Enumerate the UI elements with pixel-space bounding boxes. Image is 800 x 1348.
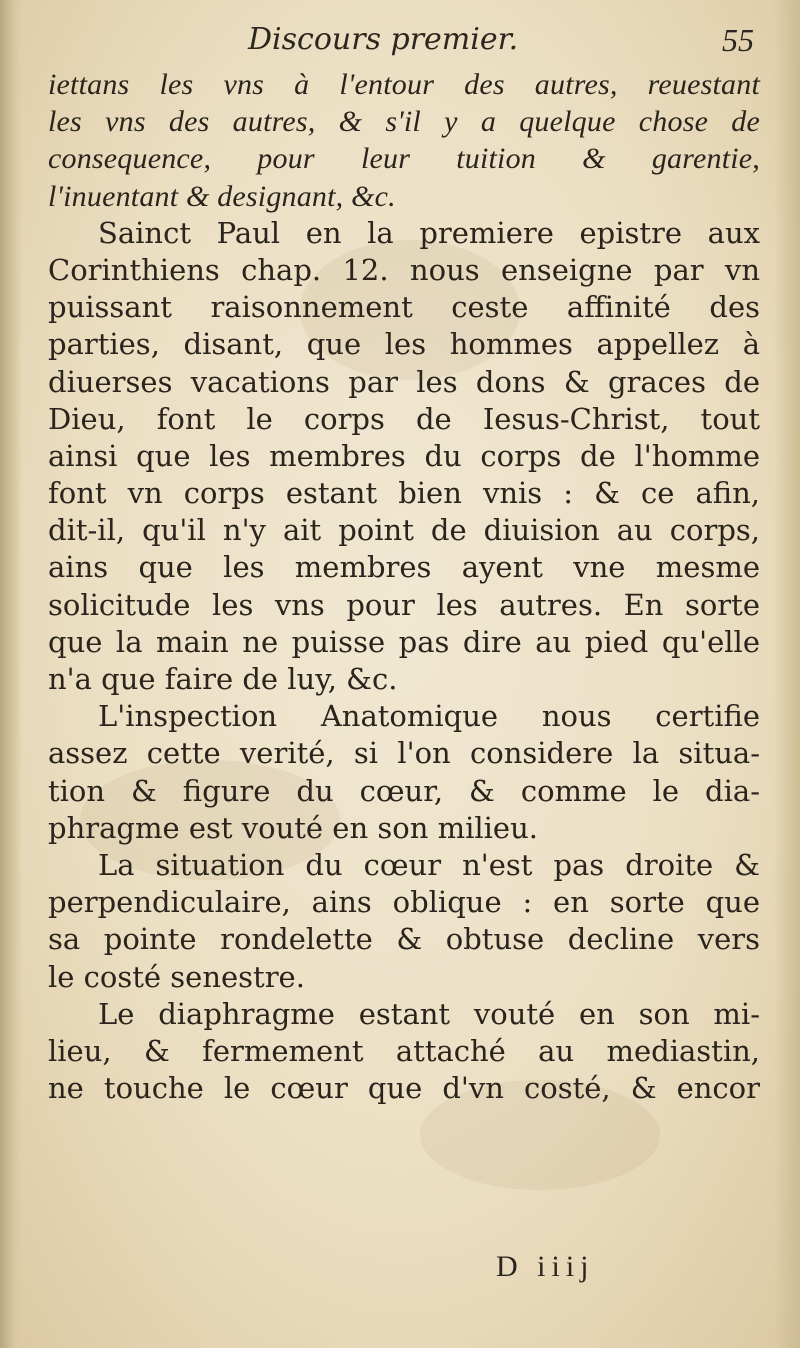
running-title: Discours premier. [248, 22, 519, 57]
text-line: lieu, & fermement attaché au mediastin, [48, 1033, 760, 1068]
text-line: perpendiculaire, ains oblique : en sorte que [48, 885, 760, 920]
text-line: assez cette verité, si l'on considere la situa- [48, 736, 760, 771]
body-text [48, 66, 760, 1107]
text-line: ains que les membres ayent vne mesme [48, 550, 760, 585]
text-line: dit-il, qu'il n'y ait point de diuision au corps, [48, 513, 760, 548]
text-line: consequence, pour leur tuition & garentie, [48, 142, 760, 176]
text-line: phragme est vouté en son milieu. [48, 810, 538, 845]
page-number: 55 [722, 22, 754, 58]
text-line: solicitude les vns pour les autres. En sorte [48, 587, 760, 622]
text-line: diuerses vacations par les dons & graces de [48, 364, 760, 399]
page-gutter-shadow [0, 0, 22, 1348]
text-line: parties, disant, que les hommes appellez à [48, 327, 760, 362]
text-line: Le diaphragme estant vouté en son mi- [98, 996, 760, 1031]
text-line: ne touche le cœur que d'vn costé, & encor [48, 1071, 760, 1106]
text-line: Corinthiens chap. 12. nous enseigne par vn [48, 252, 760, 287]
page-edge-shadow [774, 0, 800, 1348]
signature-mark: D iiij [496, 1250, 595, 1283]
text-line: sa pointe rondelette & obtuse decline vers [48, 922, 760, 957]
text-line: Dieu, font le corps de Iesus-Christ, tout [48, 401, 760, 436]
text-line: ainsi que les membres du corps de l'homme [48, 438, 760, 473]
text-line: puissant raisonnement ceste affinité des [48, 290, 760, 325]
text-line: iettans les vns à l'entour des autres, reuestant [48, 68, 760, 101]
text-line: n'a que faire de luy, &c. [48, 662, 398, 696]
text-line: La situation du cœur n'est pas droite & [98, 847, 760, 882]
text-line: l'inuentant & designant, &c. [48, 179, 396, 213]
text-line: le costé senestre. [48, 959, 305, 994]
page-footer [48, 1250, 760, 1292]
page-header [48, 18, 768, 68]
text-line: L'inspection Anatomique nous certifie [98, 699, 760, 734]
text-line: tion & figure du cœur, & comme le dia- [48, 773, 760, 808]
text-line: que la main ne puisse pas dire au pied qu'elle [48, 624, 760, 659]
text-line: font vn corps estant bien vnis : & ce afin, [48, 476, 760, 511]
text-line: Sainct Paul en la premiere epistre aux [98, 215, 760, 250]
text-line: les vns des autres, & s'il y a quelque chose de [48, 105, 760, 139]
